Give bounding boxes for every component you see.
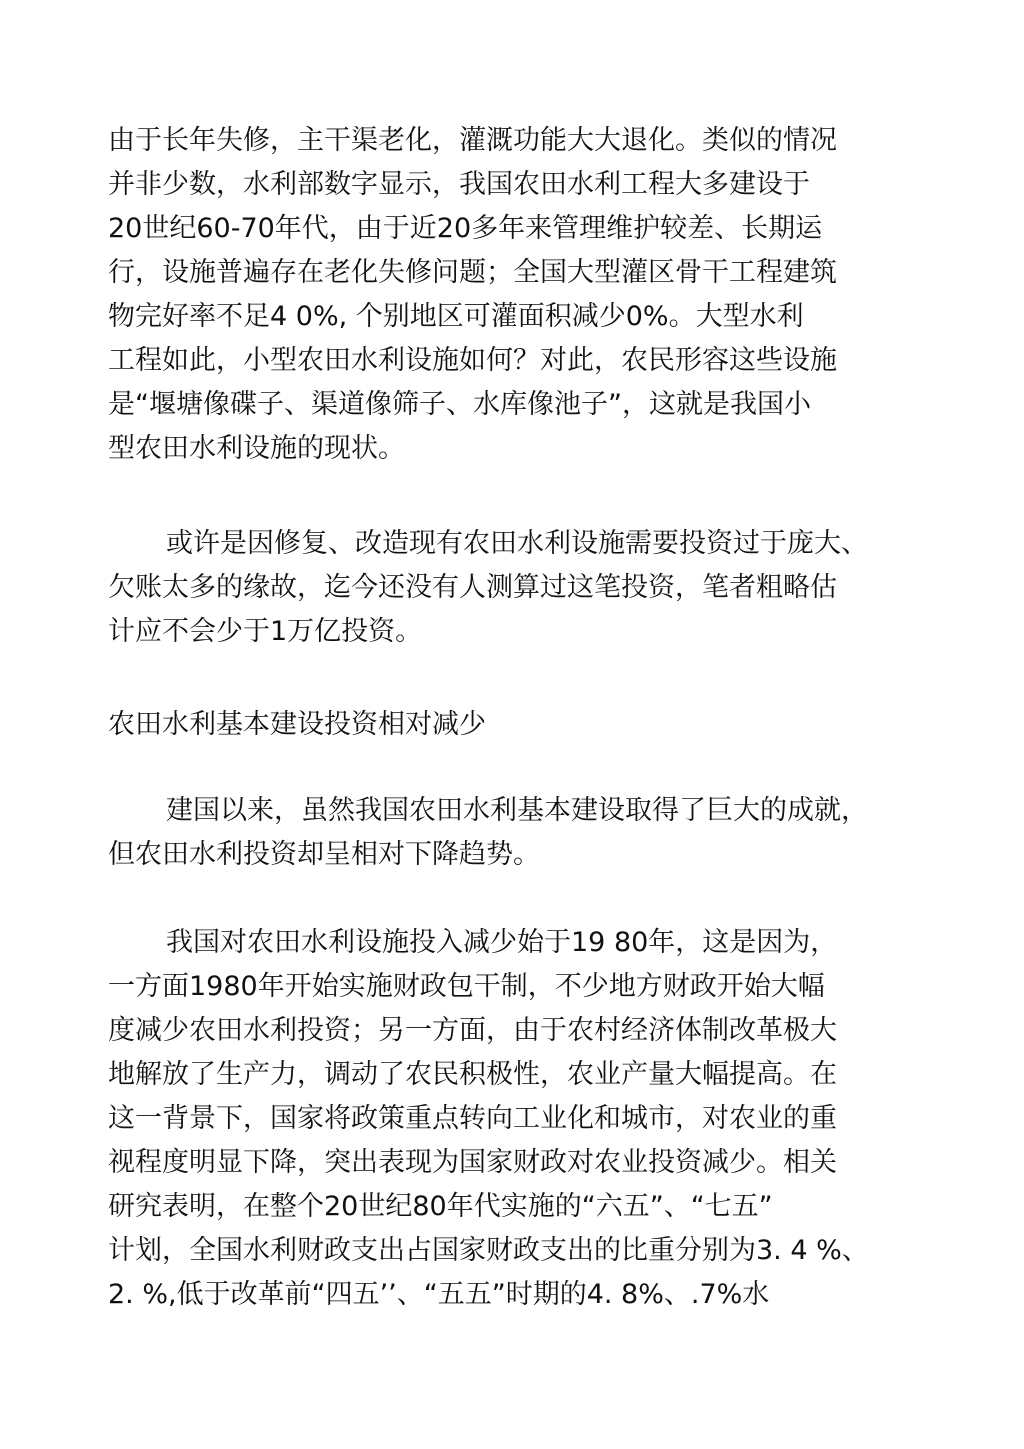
paragraph-achievements xyxy=(108,789,898,877)
text-line: 物完好率不足4 0%, 个别地区可灌面积减少0%。大型水利 xyxy=(108,301,804,332)
text-line: 计应不会少于1万亿投资。 xyxy=(108,616,423,647)
text-line: 由于长年失修，主干渠老化，灌溉功能大大退化。类似的情况 xyxy=(108,125,837,156)
paragraph-irrigation-status xyxy=(108,119,898,471)
text-line: 这一背景下，国家将政策重点转向工业化和城市，对农业的重 xyxy=(108,1103,837,1134)
text-line: 视程度明显下降，突出表现为国家财政对农业投资减少。相关 xyxy=(108,1147,837,1178)
text-line: 是“堰塘像碟子、渠道像筛子、水库像池子”，这就是我国小 xyxy=(108,389,811,420)
text-line: 研究表明，在整个20世纪80年代实施的“六五”、“七五” xyxy=(108,1191,773,1222)
text-line: 但农田水利投资却呈相对下降趋势。 xyxy=(108,839,540,870)
text-line: 行，设施普遍存在老化失修问题；全国大型灌区骨干工程建筑 xyxy=(108,257,837,288)
text-line: 2. %,低于改革前“四五’’、“五五”时期的4. 8%、.7%水 xyxy=(108,1279,770,1310)
text-line: 地解放了生产力，调动了农民积极性，农业产量大幅提高。在 xyxy=(108,1059,837,1090)
text-line: 计划，全国水利财政支出占国家财政支出的比重分别为3. 4 %、 xyxy=(108,1235,869,1266)
text-line: 欠账太多的缘故，迄今还没有人测算过这笔投资，笔者粗略估 xyxy=(108,572,837,603)
text-line: 我国对农田水利设施投入减少始于19 80年，这是因为， xyxy=(166,927,838,958)
text-line: 或许是因修复、改造现有农田水利设施需要投资过于庞大、 xyxy=(166,528,868,559)
text-line: 建国以来，虽然我国农田水利基本建设取得了巨大的成就， xyxy=(166,795,868,826)
text-line: 工程如此，小型农田水利设施如何？对此，农民形容这些设施 xyxy=(108,345,837,376)
heading-text: 农田水利基本建设投资相对减少 xyxy=(108,709,486,740)
section-heading xyxy=(108,703,898,747)
text-line: 并非少数，水利部数字显示，我国农田水利工程大多建设于 xyxy=(108,169,810,200)
paragraph-investment-estimate xyxy=(108,522,898,654)
text-line: 20世纪60-70年代，由于近20多年来管理维护较差、长期运 xyxy=(108,213,823,244)
text-line: 型农田水利设施的现状。 xyxy=(108,433,405,464)
paragraph-investment-decline xyxy=(108,921,898,1317)
text-line: 一方面1980年开始实施财政包干制，不少地方财政开始大幅 xyxy=(108,971,825,1002)
text-line: 度减少农田水利投资；另一方面，由于农村经济体制改革极大 xyxy=(108,1015,837,1046)
